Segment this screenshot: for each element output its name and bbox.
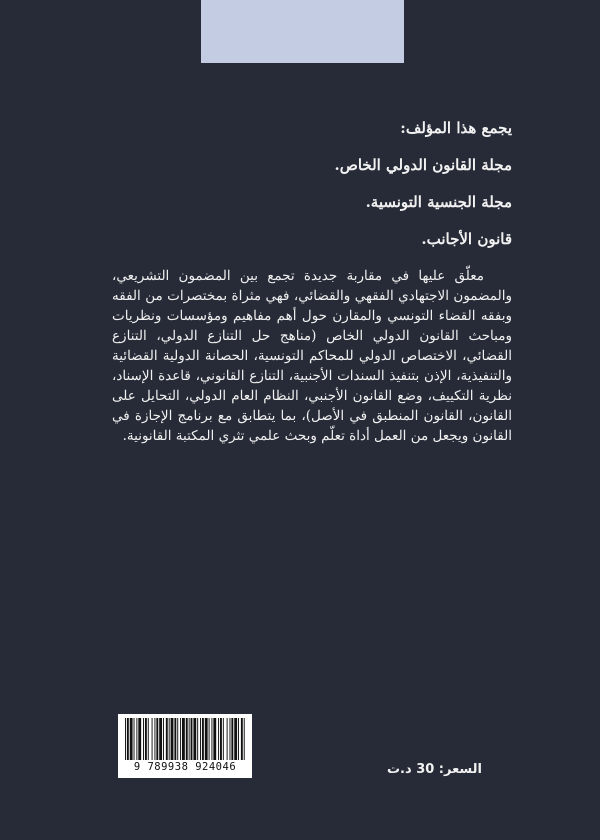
price-label: السعر: 30 د.ت xyxy=(386,762,482,777)
cover-text xyxy=(112,118,512,446)
barcode-bars xyxy=(124,718,246,760)
list-item: قانون الأجانب. xyxy=(421,230,512,248)
top-label-box xyxy=(201,0,404,63)
list-item: مجلة الجنسية التونسية. xyxy=(365,193,512,211)
description-paragraph: معلّق عليها في مقاربة جديدة تجمع بين المضمون التشريعي، والمضمون الاجتهادي الفقهي والقضائي، فهي مثراة بمختصرات من الفقه وبفقه القضاء التونسي والمقارن حول أهم مفاهيم ومؤسسات ونظريات ومباحث القانون الدولي الخاص (مناهج حل التنازع الدولي، التنازع القضائي، الاختصاص الدولي للمحاكم التونسية، الحصانة الدولية القضائية والتنفيذية، الإذن بتنفيذ السندات الأجنبية، التنازع القانوني، قاعدة الإسناد، نظرية التكييف، وضع القانون الأجنبي، النظام العام الدولي، التحايل على القانون، القانون المنطبق في الأصل)، بما يتطابق مع برنامج الإجازة في القانون ويجعل من العمل أداة تعلّم وبحث علمي تثري المكتبة القانونية. xyxy=(112,268,512,444)
list-item: مجلة القانون الدولي الخاص. xyxy=(334,156,512,174)
barcode-number: 9 789938 924046 xyxy=(133,761,237,773)
intro-line: يجمع هذا المؤلف: xyxy=(400,119,512,137)
isbn-barcode xyxy=(118,714,252,778)
